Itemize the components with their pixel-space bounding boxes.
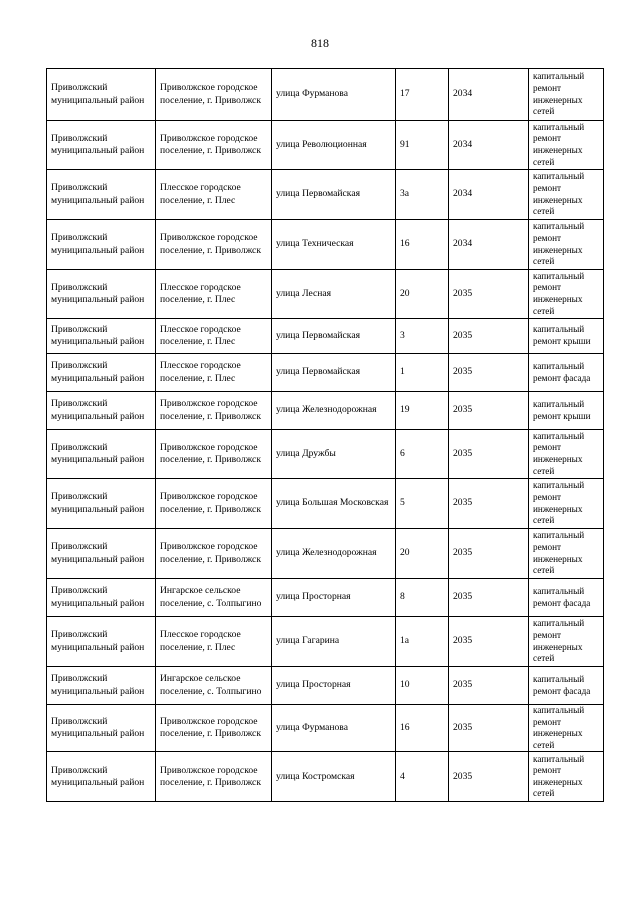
house-number-cell: 20	[396, 270, 449, 319]
table-row	[47, 667, 604, 705]
settlement-cell: Приволжское городское поселение, г. Приволжск	[156, 220, 272, 270]
table-row	[47, 579, 604, 617]
year-cell: 2035	[449, 354, 529, 392]
year-cell: 2035	[449, 667, 529, 705]
work-type-cell: капитальный ремонт инженерных сетей	[529, 617, 604, 667]
settlement-cell: Приволжское городское поселение, г. Приволжск	[156, 752, 272, 802]
settlement-cell: Приволжское городское поселение, г. Приволжск	[156, 529, 272, 579]
work-type-cell: капитальный ремонт инженерных сетей	[529, 430, 604, 479]
street-cell: улица Железнодорожная	[272, 529, 396, 579]
street-cell: улица Фурманова	[272, 69, 396, 121]
table-row	[47, 69, 604, 121]
year-cell: 2035	[449, 579, 529, 617]
street-cell: улица Железнодорожная	[272, 392, 396, 430]
house-number-cell: 8	[396, 579, 449, 617]
district-cell: Приволжский муниципальный район	[47, 479, 156, 529]
year-cell: 2035	[449, 270, 529, 319]
house-number-cell: 6	[396, 430, 449, 479]
street-cell: улица Костромская	[272, 752, 396, 802]
district-cell: Приволжский муниципальный район	[47, 220, 156, 270]
street-cell: улица Лесная	[272, 270, 396, 319]
year-cell: 2035	[449, 392, 529, 430]
street-cell: улица Революционная	[272, 121, 396, 170]
house-number-cell: 1а	[396, 617, 449, 667]
house-number-cell: 19	[396, 392, 449, 430]
year-cell: 2034	[449, 69, 529, 121]
work-type-cell: капитальный ремонт фасада	[529, 579, 604, 617]
district-cell: Приволжский муниципальный район	[47, 667, 156, 705]
work-type-cell: капитальный ремонт крыши	[529, 319, 604, 354]
settlement-cell: Ингарское сельское поселение, с. Толпыгино	[156, 667, 272, 705]
page-number: 818	[311, 36, 329, 50]
house-number-cell: 1	[396, 354, 449, 392]
work-type-cell: капитальный ремонт фасада	[529, 354, 604, 392]
year-cell: 2034	[449, 170, 529, 220]
year-cell: 2034	[449, 220, 529, 270]
house-number-cell: 3а	[396, 170, 449, 220]
settlement-cell: Плесское городское поселение, г. Плес	[156, 270, 272, 319]
work-type-cell: капитальный ремонт инженерных сетей	[529, 705, 604, 752]
street-cell: улица Фурманова	[272, 705, 396, 752]
house-number-cell: 16	[396, 705, 449, 752]
street-cell: улица Первомайская	[272, 170, 396, 220]
table-body	[47, 69, 604, 802]
work-type-cell: капитальный ремонт инженерных сетей	[529, 220, 604, 270]
work-type-cell: капитальный ремонт инженерных сетей	[529, 121, 604, 170]
table-row	[47, 479, 604, 529]
house-number-cell: 20	[396, 529, 449, 579]
work-type-cell: капитальный ремонт инженерных сетей	[529, 170, 604, 220]
settlement-cell: Плесское городское поселение, г. Плес	[156, 170, 272, 220]
table-row	[47, 319, 604, 354]
table-row	[47, 392, 604, 430]
district-cell: Приволжский муниципальный район	[47, 69, 156, 121]
settlement-cell: Приволжское городское поселение, г. Приволжск	[156, 430, 272, 479]
district-cell: Приволжский муниципальный район	[47, 529, 156, 579]
table-row	[47, 430, 604, 479]
district-cell: Приволжский муниципальный район	[47, 121, 156, 170]
district-cell: Приволжский муниципальный район	[47, 319, 156, 354]
district-cell: Приволжский муниципальный район	[47, 752, 156, 802]
street-cell: улица Первомайская	[272, 354, 396, 392]
table-row	[47, 354, 604, 392]
table-row	[47, 220, 604, 270]
house-number-cell: 91	[396, 121, 449, 170]
district-cell: Приволжский муниципальный район	[47, 705, 156, 752]
table-row	[47, 270, 604, 319]
street-cell: улица Просторная	[272, 667, 396, 705]
table-row	[47, 617, 604, 667]
settlement-cell: Приволжское городское поселение, г. Приволжск	[156, 705, 272, 752]
house-number-cell: 10	[396, 667, 449, 705]
district-cell: Приволжский муниципальный район	[47, 617, 156, 667]
house-number-cell: 3	[396, 319, 449, 354]
work-type-cell: капитальный ремонт инженерных сетей	[529, 479, 604, 529]
house-number-cell: 16	[396, 220, 449, 270]
work-type-cell: капитальный ремонт инженерных сетей	[529, 69, 604, 121]
street-cell: улица Гагарина	[272, 617, 396, 667]
district-cell: Приволжский муниципальный район	[47, 270, 156, 319]
year-cell: 2035	[449, 529, 529, 579]
settlement-cell: Приволжское городское поселение, г. Приволжск	[156, 69, 272, 121]
year-cell: 2034	[449, 121, 529, 170]
table-row	[47, 121, 604, 170]
street-cell: улица Дружбы	[272, 430, 396, 479]
table-row	[47, 529, 604, 579]
house-number-cell: 5	[396, 479, 449, 529]
table-row	[47, 752, 604, 802]
district-cell: Приволжский муниципальный район	[47, 170, 156, 220]
district-cell: Приволжский муниципальный район	[47, 392, 156, 430]
settlement-cell: Приволжское городское поселение, г. Приволжск	[156, 392, 272, 430]
settlement-cell: Плесское городское поселение, г. Плес	[156, 617, 272, 667]
house-number-cell: 17	[396, 69, 449, 121]
settlement-cell: Приволжское городское поселение, г. Приволжск	[156, 479, 272, 529]
year-cell: 2035	[449, 617, 529, 667]
district-cell: Приволжский муниципальный район	[47, 579, 156, 617]
table-row	[47, 170, 604, 220]
work-type-cell: капитальный ремонт инженерных сетей	[529, 270, 604, 319]
street-cell: улица Просторная	[272, 579, 396, 617]
year-cell: 2035	[449, 752, 529, 802]
work-type-cell: капитальный ремонт инженерных сетей	[529, 752, 604, 802]
year-cell: 2035	[449, 479, 529, 529]
settlement-cell: Ингарское сельское поселение, с. Толпыгино	[156, 579, 272, 617]
housing-repair-table	[46, 68, 604, 802]
year-cell: 2035	[449, 319, 529, 354]
street-cell: улица Техническая	[272, 220, 396, 270]
district-cell: Приволжский муниципальный район	[47, 430, 156, 479]
settlement-cell: Приволжское городское поселение, г. Приволжск	[156, 121, 272, 170]
street-cell: улица Первомайская	[272, 319, 396, 354]
settlement-cell: Плесское городское поселение, г. Плес	[156, 319, 272, 354]
work-type-cell: капитальный ремонт фасада	[529, 667, 604, 705]
house-number-cell: 4	[396, 752, 449, 802]
district-cell: Приволжский муниципальный район	[47, 354, 156, 392]
settlement-cell: Плесское городское поселение, г. Плес	[156, 354, 272, 392]
work-type-cell: капитальный ремонт крыши	[529, 392, 604, 430]
year-cell: 2035	[449, 705, 529, 752]
table-row	[47, 705, 604, 752]
work-type-cell: капитальный ремонт инженерных сетей	[529, 529, 604, 579]
year-cell: 2035	[449, 430, 529, 479]
street-cell: улица Большая Московская	[272, 479, 396, 529]
